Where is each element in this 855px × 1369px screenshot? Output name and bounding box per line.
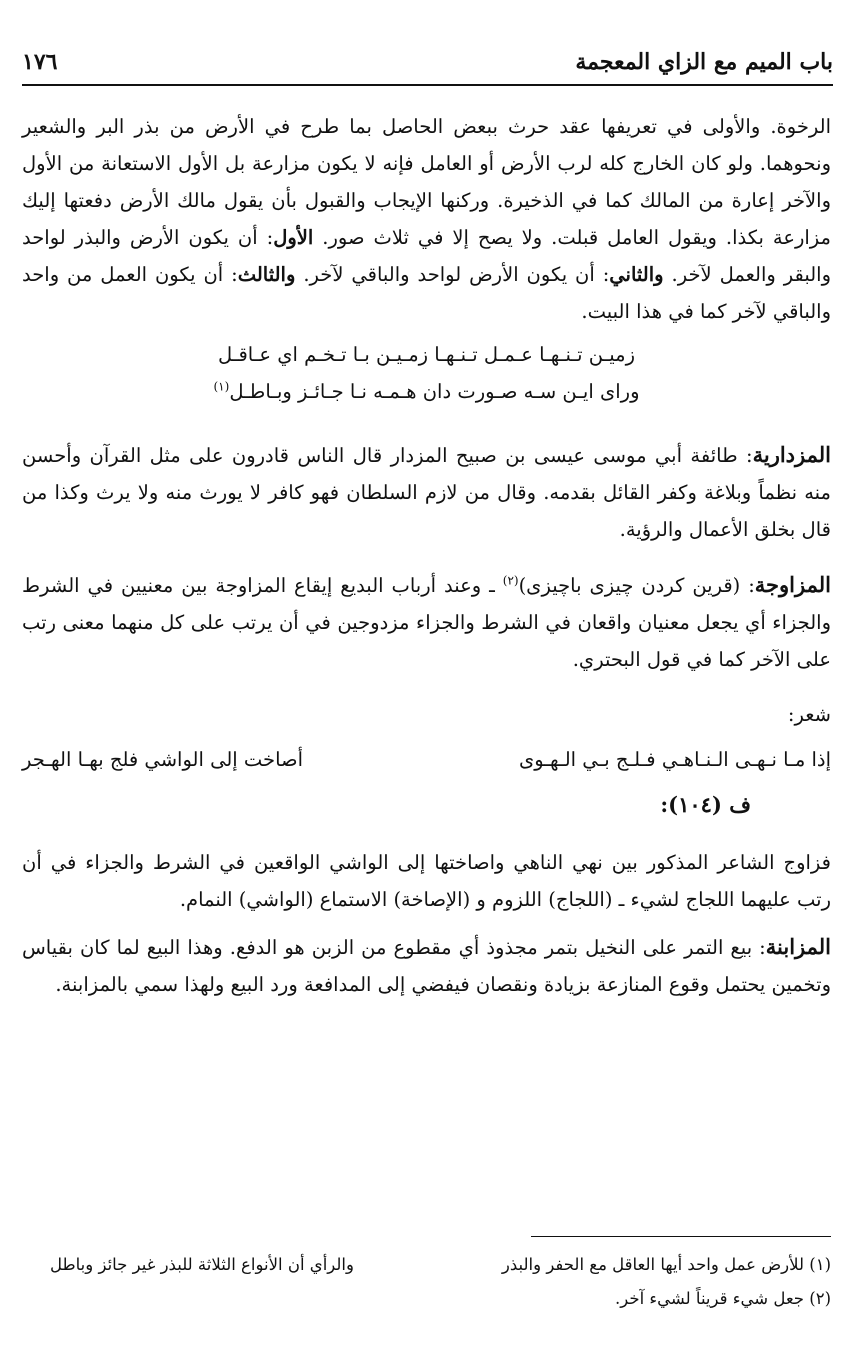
couplet-hemistich-1: إذا مـا نـهـى الـنـاهـي فـلـج بـي الـهـوى bbox=[518, 748, 831, 771]
paragraph-text: الرخوة. والأولى في تعريفها عقد حرث ببعض الحاصل بما طرح في الأرض من بذر البر والشعير ونحوهما. ولو كان الخارج كله لرب الأرض أو العامل فإنه لا يكون مزارعة بل الأول الاستعانة من الأول والآخر إعارة من المالك كما في الذخيرة. وركنها الإيجاب والقبول بأن يقول مالك الأرض دفعتها إليك مزارعة بكذا. ويقول العامل قبلت. ولا يصح إلا في ثلاث صور. bbox=[22, 115, 831, 249]
entry-text-muzawaja: ـ وعند أرباب البديع إيقاع المزاوجة بين معنيين في الشرط والجزاء أي يجعل معنيان واقعان في الشرط والجزاء مزدوجين في أن يرتب على كل منهما معنى رتب على الآخر كما في قول البحتري. bbox=[22, 574, 831, 671]
page-body bbox=[22, 108, 831, 1003]
entry-term-muzdariya: المزدارية bbox=[752, 442, 831, 467]
entry-muzawaja bbox=[22, 566, 831, 678]
page-number: ١٧٦ bbox=[22, 49, 58, 75]
case-third-label: والثالث bbox=[237, 263, 296, 286]
case-second-text: : أن يكون الأرض لواحد والباقي لآخر. bbox=[303, 263, 610, 286]
footnote-divider bbox=[531, 1236, 831, 1237]
entry-term-muzabana: المزابنة bbox=[765, 934, 831, 959]
case-first-label: الأول bbox=[273, 226, 314, 249]
case-third-text: : أن يكون العمل من واحد والباقي لآخر كما في هذا البيت. bbox=[22, 263, 831, 323]
entry-muzabana bbox=[22, 928, 831, 1003]
entry-term-muzawaja: المزاوجة bbox=[754, 572, 831, 597]
footnote-1 bbox=[50, 1248, 831, 1282]
footnote-2: (٢) جعل شيء قريناً لشيء آخر. bbox=[615, 1289, 831, 1308]
footnote-1-part-1: (١) للأرض عمل واحد أيها العاقل مع الحفر والبذر bbox=[501, 1255, 831, 1274]
poem-label: شعر: bbox=[787, 703, 831, 726]
case-first-text: : أن يكون الأرض والبذر لواحد والبقر والعمل لآخر. bbox=[22, 226, 831, 286]
paragraph-f104: فزاوج الشاعر المذكور بين نهي الناهي واصاختها إلى الواشي الواقعين في الشرط والجزاء في أن رتب عليهما اللجاج لشيء ـ (اللجاج) اللزوم و (الإصاخة) الاستماع (الواشي) النمام. bbox=[22, 851, 831, 911]
entry-paren-muzawaja: : (قرين كردن چيزى باچيزى) bbox=[518, 574, 755, 597]
case-second-label: والثاني bbox=[609, 263, 664, 286]
verse-line-1: زميـن تـنـهـا عـمـل تـنـهـا زمـيـن بـا تـخـم اي عـاقـل bbox=[217, 343, 636, 366]
paragraph-muzaraa bbox=[22, 108, 831, 330]
entry-muzdariya bbox=[22, 436, 831, 548]
page-header bbox=[22, 40, 833, 86]
verse-line-2 bbox=[22, 373, 831, 410]
verse-line-2-text: وراى ايـن سـه صـورت دان هـمـه نـا جـائـز وبـاطـل bbox=[229, 380, 640, 403]
footnote-mark-2: (٢) bbox=[502, 573, 519, 588]
persian-verse bbox=[22, 336, 831, 410]
section-label-f104: ف (١٠٤): bbox=[660, 792, 751, 817]
footnote-mark-1: (١) bbox=[213, 379, 230, 394]
couplet-hemistich-2: أصاخت إلى الواشي فلج بهـا الهـجر bbox=[22, 748, 304, 771]
footnotes bbox=[50, 1248, 831, 1316]
entry-text-muzabana: : بيع التمر على النخيل بتمر مجذوذ أي مقطوع من الزبن هو الدفع. وهذا البيع لما كان بقياس وتخمين يحتمل وقوع المنازعة بزيادة ونقصان فيفضي إلى المدافعة ورد البيع ولهذا سمي بالمزابنة. bbox=[22, 936, 831, 996]
chapter-title: باب الميم مع الزاي المعجمة bbox=[575, 49, 833, 75]
entry-text-muzdariya: : طائفة أبي موسى عيسى بن صبيح المزدار قال الناس قادرون على مثل القرآن وأحسن منه نظماً وبلاغة وكفر القائل بقدمه. وقال من لازم السلطان فهو كافر لا يورث منه ولا يرث وكذا من قال بخلق الأعمال والرؤية. bbox=[22, 444, 831, 541]
footnote-1-part-2: والرأي أن الأنواع الثلاثة للبذر غير جائز وباطل bbox=[50, 1255, 354, 1274]
poem-couplet bbox=[22, 741, 831, 778]
